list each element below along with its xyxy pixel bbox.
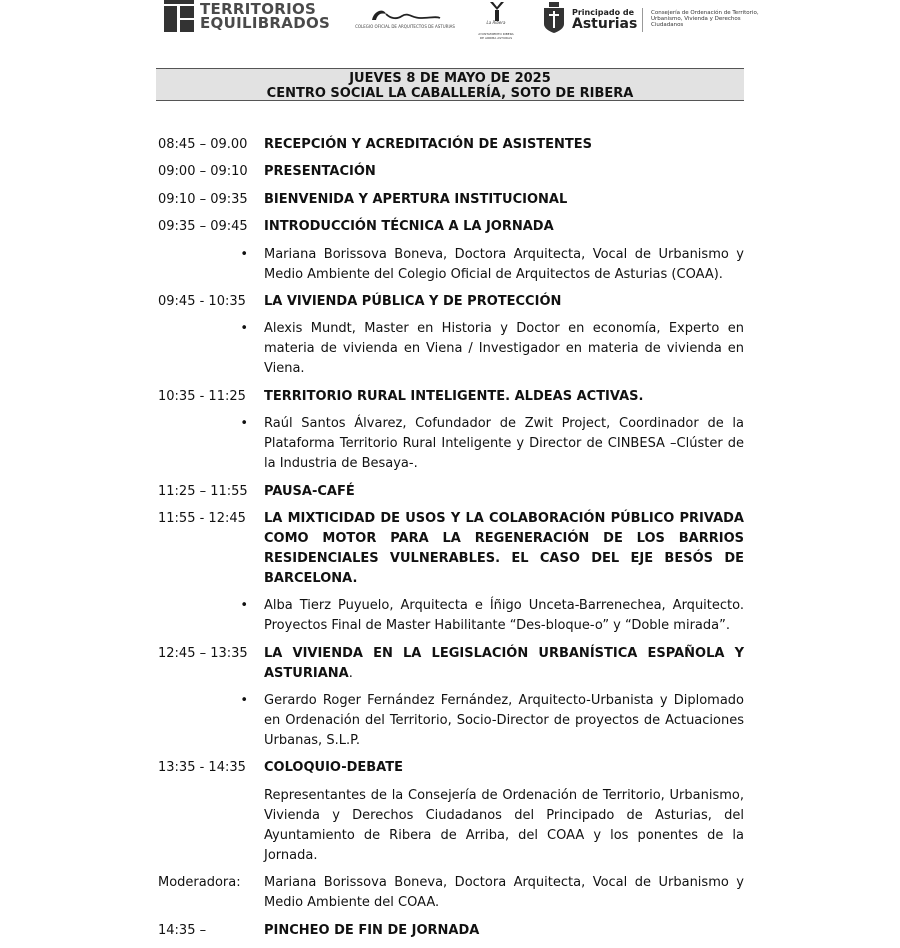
agenda-row [158, 217, 744, 237]
agenda-title-wrap [264, 644, 744, 684]
agenda-title: RECEPCIÓN Y ACREDITACIÓN DE ASISTENTES [264, 137, 593, 152]
event-header [156, 68, 744, 101]
moderator-label: Moderadora: [158, 875, 241, 891]
agenda-title: BIENVENIDA Y APERTURA INSTITUCIONAL [264, 191, 568, 207]
principado-line1: Principado de [572, 8, 635, 17]
agenda-title: INTRODUCCIÓN TÉCNICA A LA JORNADA [264, 219, 554, 235]
agenda-time: 09:45 - 10:35 [158, 293, 246, 309]
speaker-text: Mariana Borissova Boneva, Doctora Arquitecta, Vocal de Urbanismo y Medio Ambiente del Colegio Oficial de Arquitectos de Asturias (COAA). [264, 246, 744, 282]
agenda-row [158, 162, 744, 182]
agenda-time: 13:35 - 14:35 [158, 760, 246, 776]
principado-line2: Asturias [572, 16, 638, 32]
speaker-item [158, 596, 744, 636]
agenda-description-row [158, 786, 744, 866]
agenda-title: LA VIVIENDA PÚBLICA Y DE PROTECCIÓN [264, 293, 562, 309]
ribera-name: La Ribera [486, 20, 506, 25]
speaker-item [158, 319, 744, 379]
asturias-shield-icon [543, 2, 565, 34]
logo-bar [0, 0, 900, 48]
speaker-item [158, 691, 744, 751]
agenda-time: 11:25 – 11:55 [158, 483, 248, 499]
speaker-item [158, 414, 744, 474]
agenda-title: TERRITORIO RURAL INTELIGENTE. ALDEAS ACTIVAS. [264, 388, 644, 404]
agenda-description: Representantes de la Consejería de Ordenación de Territorio, Urbanismo, Vivienda y Derechos Ciudadanos del Principado de Asturias, del Ayuntamiento de Ribera de Arriba, del COAA y los ponentes de la Jornada. [264, 787, 744, 863]
agenda-title: PAUSA-CAFÉ [264, 483, 355, 499]
logo-divider [642, 8, 643, 32]
ribera-caption: AYUNTAMIENTO RIBERA DE ARRIBA ASTURIAS [478, 32, 514, 40]
agenda-time: 10:35 - 11:25 [158, 388, 246, 404]
bullet-icon [158, 245, 264, 285]
agenda [158, 135, 744, 948]
bullet-icon [158, 596, 264, 636]
agenda-title: LA VIVIENDA EN LA LEGISLACIÓN URBANÍSTICA ESPAÑOLA Y ASTURIANA [264, 645, 744, 681]
event-date: JUEVES 8 DE MAYO DE 2025 [349, 71, 551, 86]
agenda-row [158, 644, 744, 684]
coa-caption: COLEGIO OFICIAL DE ARQUITECTOS DE ASTURIAS [355, 24, 455, 29]
agenda-row [158, 758, 744, 778]
speaker-text: Raúl Santos Álvarez, Cofundador de Zwit Project, Coordinador de la Plataforma Territorio Rural Inteligente y Director de CINBESA –Clúster de la Industria de Besaya-. [264, 416, 744, 472]
agenda-title: COLOQUIO-DEBATE [264, 760, 403, 776]
speaker-text: Alba Tierz Puyuelo, Arquitecta e Íñigo Unceta-Barrenechea, Arquitecto. Proyectos Final de Master Habilitante “Des-bloque-o” y “Doble mirada”. [264, 598, 744, 634]
agenda-title: PINCHEO DE FIN DE JORNADA [264, 922, 480, 938]
speaker-item [158, 245, 744, 285]
moderator-row [158, 873, 744, 913]
agenda-time: 09:00 – 09:10 [158, 164, 248, 180]
agenda-time: 09:35 – 09:45 [158, 219, 248, 235]
agenda-time: 12:45 – 13:35 [158, 645, 248, 661]
agenda-row [158, 509, 744, 589]
bullet-icon [158, 414, 264, 474]
agenda-title: LA MIXTICIDAD DE USOS Y LA COLABORACIÓN PÚBLICO PRIVADA COMO MOTOR PARA LA REGENERACIÓN DE LOS BARRIOS RESIDENCIALES VULNERABLES. EL CASO DEL EJE BESÓS DE BARCELONA. [264, 510, 744, 586]
agenda-row [158, 190, 744, 210]
territorios-equilibrados-wordmark: TERRITORIOS EQUILIBRADOS [200, 0, 331, 32]
consejeria-caption: Consejería de Ordenación de Territorio, Urbanismo, Vivienda y Derechos Ciudadanos [651, 10, 759, 28]
agenda-title: PRESENTACIÓN [264, 164, 376, 180]
event-venue: CENTRO SOCIAL LA CABALLERÍA, SOTO DE RIBERA [266, 86, 634, 101]
agenda-title-suffix: . [348, 665, 353, 681]
agenda-time: 11:55 - 12:45 [158, 510, 246, 526]
bullet-icon [158, 691, 264, 751]
moderator-text: Mariana Borissova Boneva, Doctora Arquitecta, Vocal de Urbanismo y Medio Ambiente del COAA. [264, 875, 744, 911]
agenda-time: 14:35 – [158, 922, 207, 938]
agenda-time: 08:45 – 09.00 [158, 137, 248, 152]
agenda-row [158, 921, 744, 941]
agenda-row [158, 292, 744, 312]
coa-logo [350, 4, 460, 34]
speaker-text: Gerardo Roger Fernández Fernández, Arquitecto-Urbanista y Diplomado en Ordenación del Territorio, Socio-Director de proyectos de Actuaciones Urbanas, S.L.P. [264, 693, 744, 749]
agenda-row [158, 135, 744, 155]
ribera-logo [487, 0, 507, 22]
agenda-row [158, 482, 744, 502]
territorios-equilibrados-logo [164, 0, 194, 32]
agenda-time: 09:10 – 09:35 [158, 191, 248, 207]
agenda-row [158, 387, 744, 407]
speaker-text: Alexis Mundt, Master en Historia y Doctor en economía, Experto en materia de vivienda en Viena / Investigador en materia de vivienda en Viena. [264, 321, 744, 377]
bullet-icon [158, 319, 264, 379]
